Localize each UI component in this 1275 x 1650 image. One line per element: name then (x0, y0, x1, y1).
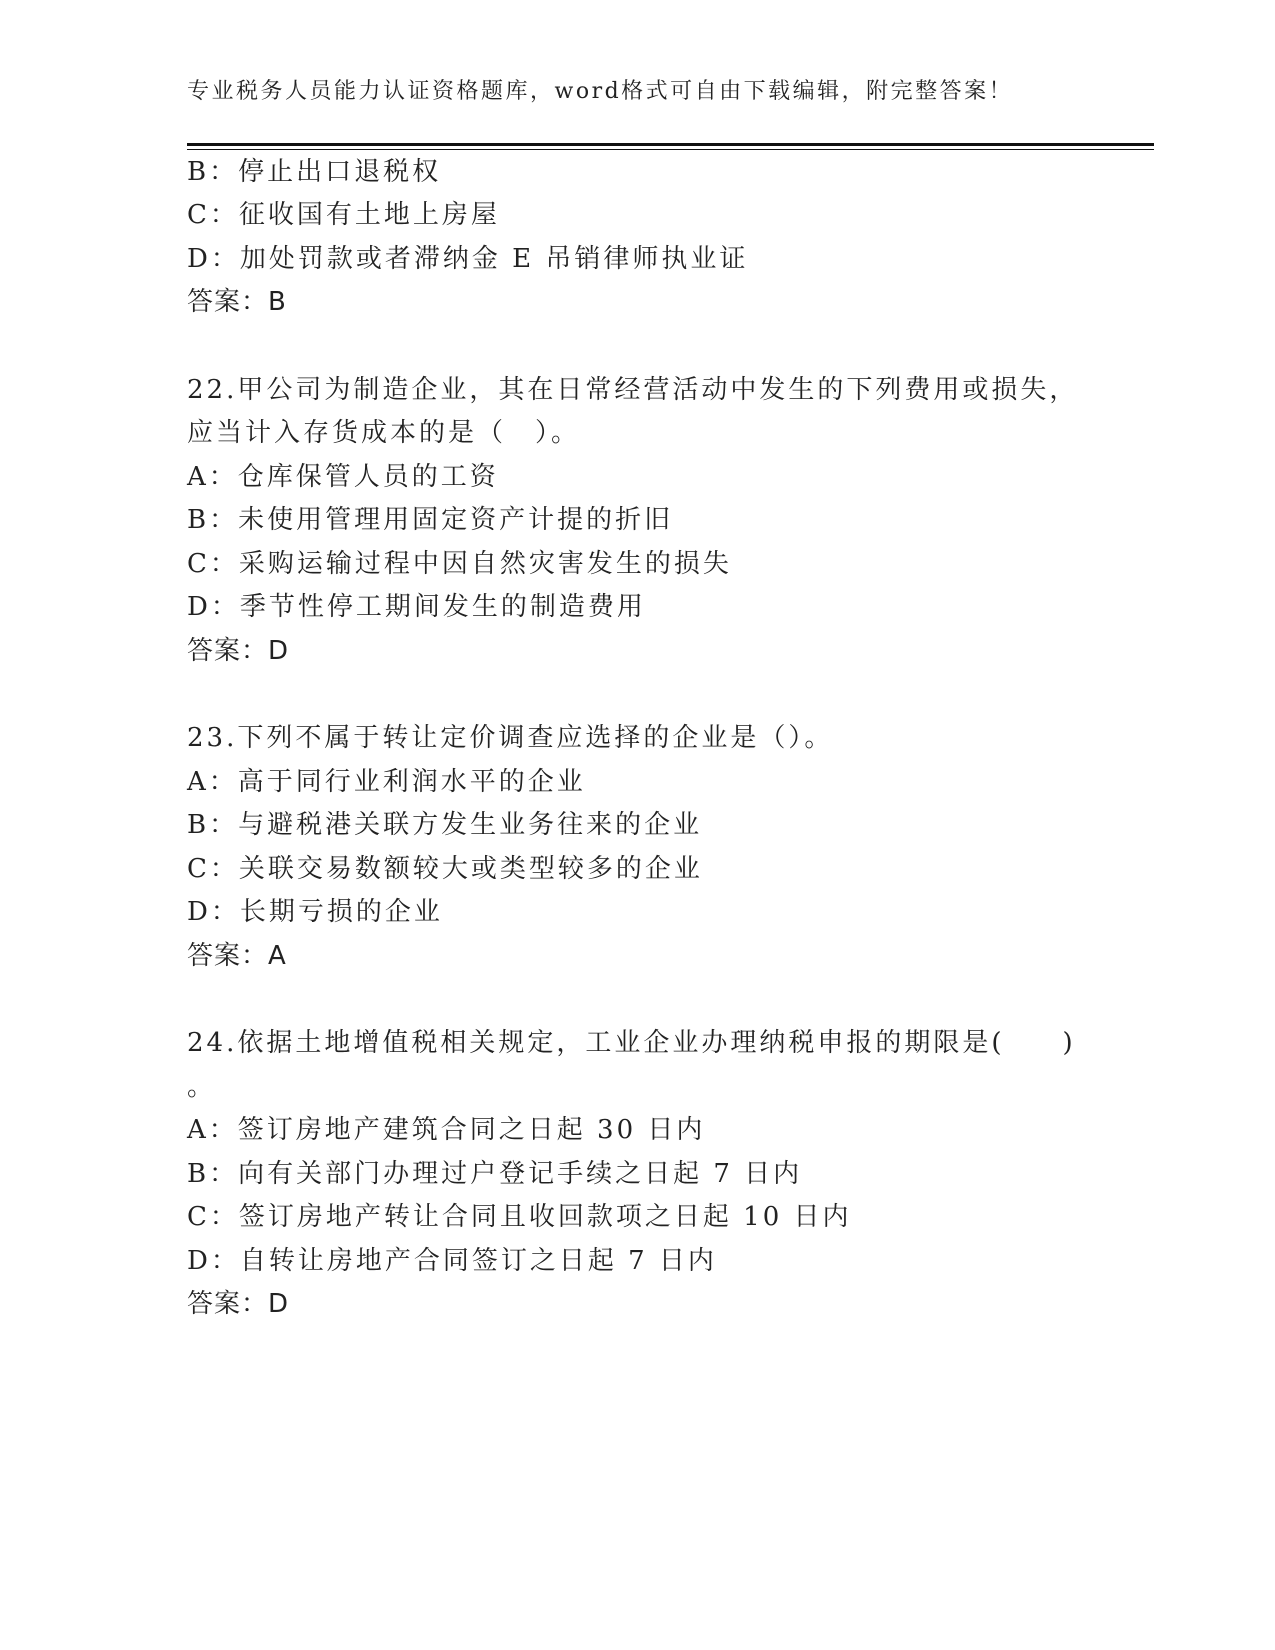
option-d: D：加处罚款或者滞纳金 E 吊销律师执业证 (187, 244, 749, 274)
page-header: 专业税务人员能力认证资格题库，word格式可自由下载编辑，附完整答案！ (187, 79, 1014, 104)
answer: 答案：A (187, 941, 287, 971)
option-b: B：未使用管理用固定资产计提的折旧 (187, 505, 674, 535)
answer: 答案：B (187, 287, 287, 317)
question-stem-continued: 应当计入存货成本的是（ ）。 (187, 418, 581, 448)
question-stem-continued: 。 (187, 1072, 217, 1102)
option-c: C：征收国有土地上房屋 (187, 200, 500, 230)
question-stem: 23.下列不属于转让定价调查应选择的企业是（）。 (187, 723, 834, 753)
option-c: C：关联交易数额较大或类型较多的企业 (187, 854, 703, 884)
option-d: D：季节性停工期间发生的制造费用 (187, 592, 646, 622)
option-b: B：停止出口退税权 (187, 157, 442, 187)
option-c: C：签订房地产转让合同且收回款项之日起 10 日内 (187, 1202, 852, 1232)
answer: 答案：D (187, 636, 290, 666)
option-c: C：采购运输过程中因自然灾害发生的损失 (187, 549, 732, 579)
option-b: B：向有关部门办理过户登记手续之日起 7 日内 (187, 1159, 803, 1189)
option-a: A：仓库保管人员的工资 (187, 462, 499, 492)
option-a: A：签订房地产建筑合同之日起 30 日内 (187, 1115, 706, 1145)
option-d: D：长期亏损的企业 (187, 897, 443, 927)
question-stem: 24.依据土地增值税相关规定，工业企业办理纳税申报的期限是( ) (187, 1028, 1076, 1058)
header-rule-thin (187, 149, 1154, 150)
question-stem: 22.甲公司为制造企业，其在日常经营活动中发生的下列费用或损失， (187, 375, 1079, 405)
option-d: D：自转让房地产合同签订之日起 7 日内 (187, 1246, 717, 1276)
option-b: B：与避税港关联方发生业务往来的企业 (187, 810, 703, 840)
option-a: A：高于同行业利润水平的企业 (187, 767, 586, 797)
answer: 答案：D (187, 1289, 290, 1319)
header-rule-thick (187, 143, 1154, 146)
